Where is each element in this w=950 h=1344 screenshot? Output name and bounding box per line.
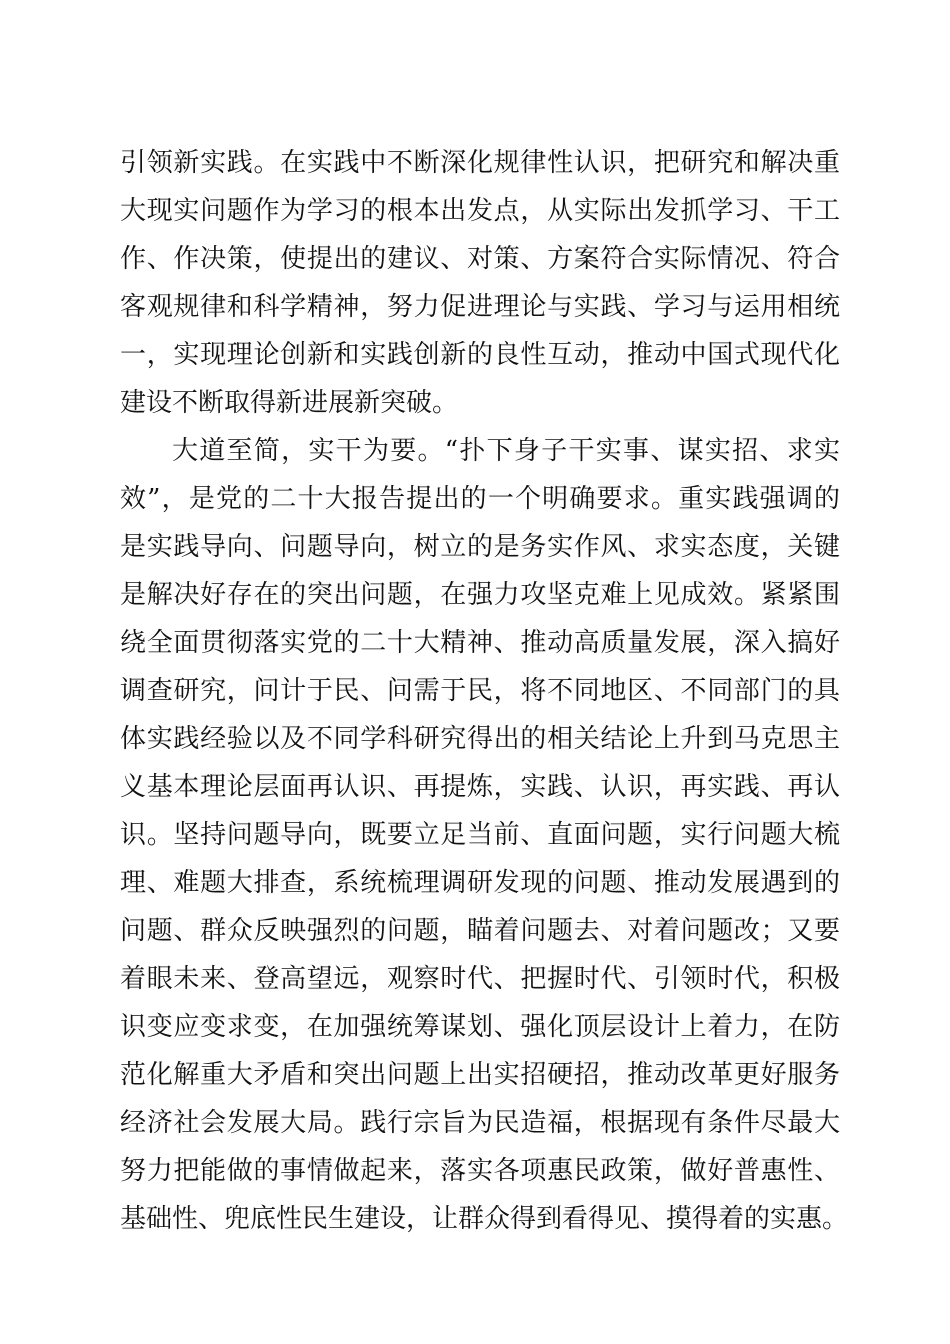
- paragraph-2-line-10: 理、难题大排查，系统梳理调研发现的问题、推动发展遇到的: [120, 868, 840, 898]
- paragraph-2-line-15: 经济社会发展大局。践行宗旨为民造福，根据现有条件尽最大: [120, 1108, 840, 1138]
- paragraph-2-line-14: 范化解重大矛盾和突出问题上出实招硬招，推动改革更好服务: [120, 1060, 840, 1090]
- paragraph-2-line-12: 着眼未来、登高望远，观察时代、把握时代、引领时代，积极: [120, 964, 840, 994]
- paragraph-2-line-13: 识变应变求变，在加强统筹谋划、强化顶层设计上着力，在防: [120, 1012, 840, 1042]
- paragraph-2-line-8: 义基本理论层面再认识、再提炼，实践、认识，再实践、再认: [120, 772, 840, 802]
- paragraph-2-line-2: 效”，是党的二十大报告提出的一个明确要求。重实践强调的: [120, 484, 840, 514]
- paragraph-1-line-1: 引领新实践。在实践中不断深化规律性认识，把研究和解决重: [120, 148, 840, 178]
- paragraph-1-line-2: 大现实问题作为学习的根本出发点，从实际出发抓学习、干工: [120, 196, 840, 226]
- paragraph-1-line-3: 作、作决策，使提出的建议、对策、方案符合实际情况、符合: [120, 244, 840, 274]
- paragraph-2-line-11: 问题、群众反映强烈的问题，瞄着问题去、对着问题改；又要: [120, 916, 840, 946]
- paragraph-2-line-1: 大道至简，实干为要。“扑下身子干实事、谋实招、求实: [172, 436, 840, 466]
- paragraph-1-line-6: 建设不断取得新进展新突破。: [120, 388, 459, 418]
- paragraph-2-line-6: 调查研究，问计于民、问需于民，将不同地区、不同部门的具: [120, 676, 840, 706]
- paragraph-2-line-7: 体实践经验以及不同学科研究得出的相关结论上升到马克思主: [120, 724, 840, 754]
- paragraph-2-line-17: 基础性、兜底性民生建设，让群众得到看得见、摸得着的实惠。: [120, 1204, 849, 1234]
- paragraph-2-line-5: 绕全面贯彻落实党的二十大精神、推动高质量发展，深入搞好: [120, 628, 840, 658]
- paragraph-2-line-16: 努力把能做的事情做起来，落实各项惠民政策，做好普惠性、: [120, 1156, 840, 1186]
- paragraph-2-line-4: 是解决好存在的突出问题，在强力攻坚克难上见成效。紧紧围: [120, 580, 840, 610]
- paragraph-2-line-9: 识。坚持问题导向，既要立足当前、直面问题，实行问题大梳: [120, 820, 840, 850]
- paragraph-1-line-5: 一，实现理论创新和实践创新的良性互动，推动中国式现代化: [120, 340, 840, 370]
- paragraph-1-line-4: 客观规律和科学精神，努力促进理论与实践、学习与运用相统: [120, 292, 840, 322]
- paragraph-2-line-3: 是实践导向、问题导向，树立的是务实作风、求实态度，关键: [120, 532, 840, 562]
